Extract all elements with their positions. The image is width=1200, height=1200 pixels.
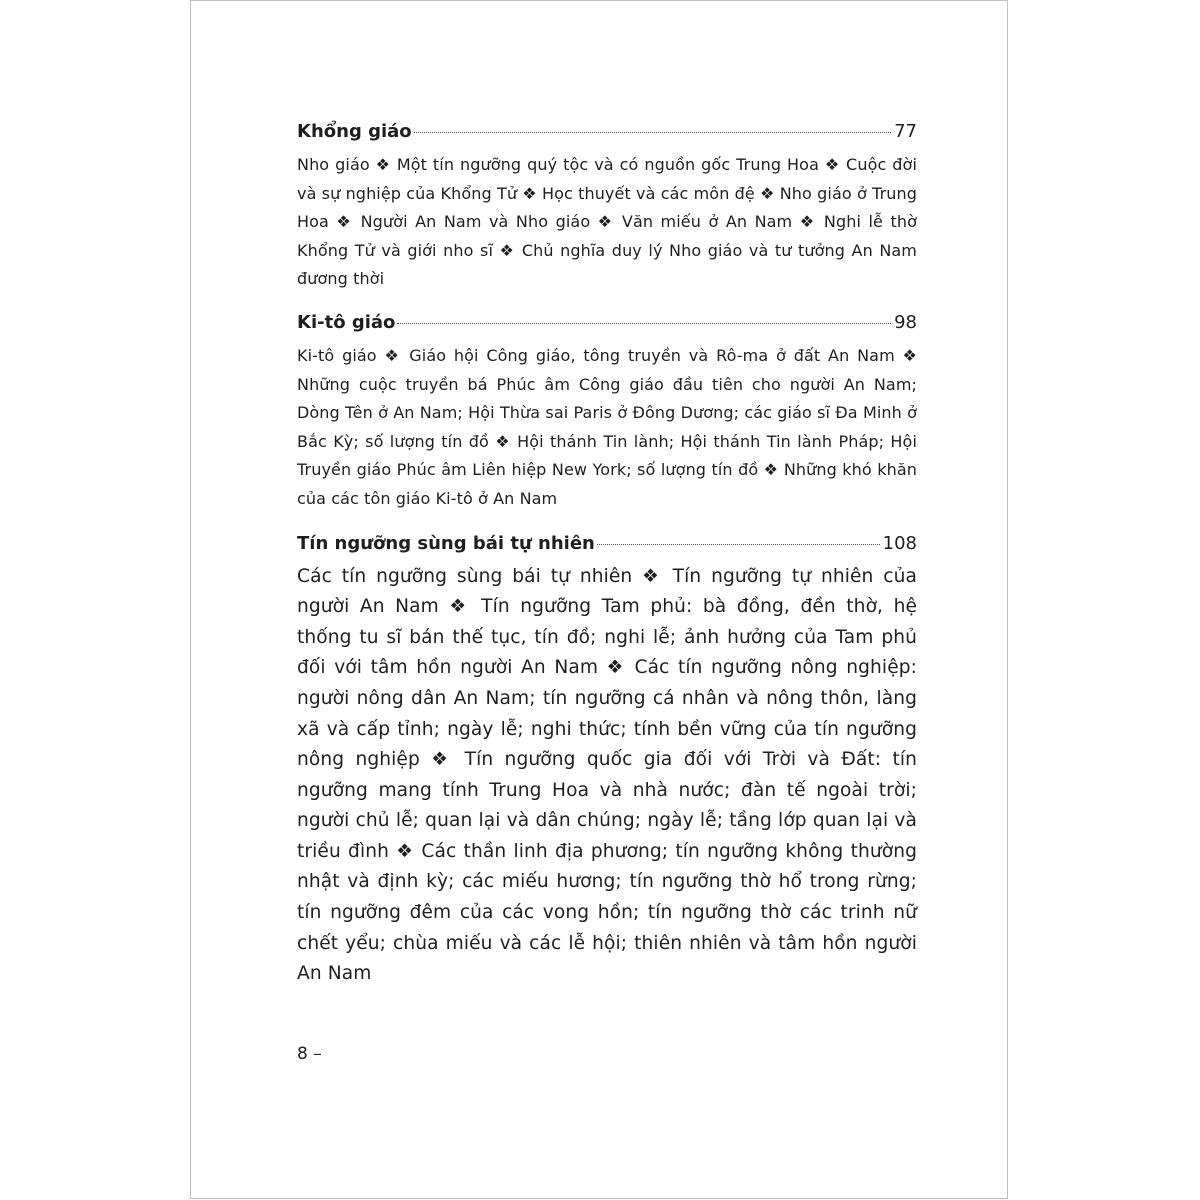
page-number-footer: 8 – xyxy=(297,1044,322,1064)
toc-entry-page-number: 77 xyxy=(894,121,917,142)
dot-leader xyxy=(597,544,880,545)
toc-entry-tin-nguong-sung-bai-tu-nhien xyxy=(297,529,917,990)
toc-entry-page-number: 108 xyxy=(882,532,917,554)
table-of-contents xyxy=(297,117,917,990)
toc-heading-row xyxy=(297,117,917,147)
toc-entry-description: Nho giáo ❖ Một tín ngưỡng quý tộc và có nguồn gốc Trung Hoa ❖ Cuộc đời và sự nghiệp của Khổng Tử ❖ Học thuyết và các môn đệ ❖ Nho giáo ở Trung Hoa ❖ Người An Nam và Nho giáo ❖ Văn miếu ở An Nam ❖ Nghi lễ thờ Khổng Tử và giới nho sĩ ❖ Chủ nghĩa duy lý Nho giáo và tư tưởng An Nam đương thời xyxy=(297,155,917,289)
toc-entry-khong-giao xyxy=(297,117,917,294)
toc-entry-description: Các tín ngưỡng sùng bái tự nhiên ❖ Tín ngưỡng tự nhiên của người An Nam ❖ Tín ngưỡng Tam phủ: bà đồng, đền thờ, hệ thống tu sĩ bán thế tục, tín đồ; nghi lễ; ảnh hưởng của Tam phủ đối với tâm hồn người An Nam ❖ Các tín ngưỡng nông nghiệp: người nông dân An Nam; tín ngưỡng cá nhân và nông thôn, làng xã và cấp tỉnh; ngày lễ; nghi thức; tính bền vững của tín ngưỡng nông nghiệp ❖ Tín ngưỡng quốc gia đối với Trời và Đất: tín ngưỡng mang tính Trung Hoa và nhà nước; đàn tế ngoài trời; người chủ lễ; quan lại và dân chúng; ngày lễ; tầng lớp quan lại và triều đình ❖ Các thần linh địa phương; tín ngưỡng không thường nhật và định kỳ; các miếu hương; tín ngưỡng thờ hổ trong rừng; tín ngưỡng đêm của các vong hồn; tín ngưỡng thờ các trinh nữ chết yểu; chùa miếu và các lễ hội; thiên nhiên và tâm hồn người An Nam xyxy=(297,565,917,985)
toc-heading-row xyxy=(297,529,917,559)
toc-entry-title: Ki-tô giáo xyxy=(297,311,396,333)
dot-leader xyxy=(414,132,891,133)
toc-heading-row xyxy=(297,308,917,338)
toc-entry-ki-to-giao xyxy=(297,308,917,514)
toc-entry-description: Ki-tô giáo ❖ Giáo hội Công giáo, tông truyền và Rô-ma ở đất An Nam ❖ Những cuộc truyền bá Phúc âm Công giáo đầu tiên cho người An Nam; Dòng Tên ở An Nam; Hội Thừa sai Paris ở Đông Dương; các giáo sĩ Đa Minh ở Bắc Kỳ; số lượng tín đồ ❖ Hội thánh Tin lành; Hội thánh Tin lành Pháp; Hội Truyền giáo Phúc âm Liên hiệp New York; số lượng tín đồ ❖ Những khó khăn của các tôn giáo Ki-tô ở An Nam xyxy=(297,345,917,508)
toc-entry-title: Tín ngưỡng sùng bái tự nhiên xyxy=(297,532,595,554)
spacer xyxy=(297,294,917,308)
spacer xyxy=(297,514,917,529)
book-page xyxy=(190,0,1008,1199)
toc-entry-title: Khổng giáo xyxy=(297,121,412,142)
toc-entry-page-number: 98 xyxy=(894,311,917,333)
dot-leader xyxy=(397,323,891,324)
